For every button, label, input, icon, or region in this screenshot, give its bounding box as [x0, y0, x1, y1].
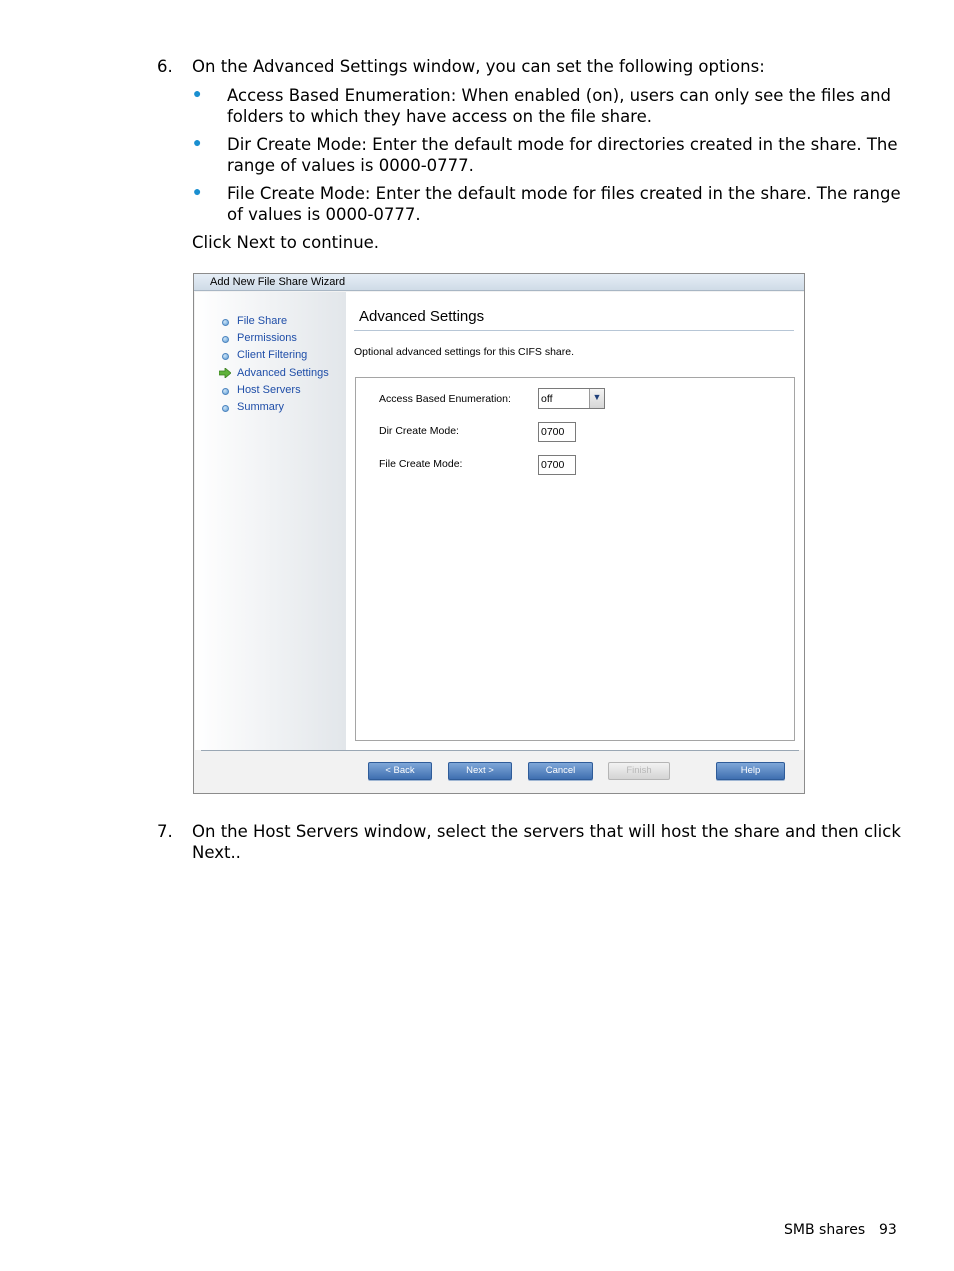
wizard-nav-panel [195, 292, 346, 750]
nav-item-summary[interactable]: Summary [237, 401, 285, 413]
section-heading: Advanced Settings [359, 308, 485, 325]
bullet-dot-icon [222, 319, 229, 326]
file-create-mode-label: File Create Mode: [379, 458, 463, 470]
bullet-icon: ● [193, 85, 202, 101]
divider [201, 750, 799, 751]
dir-create-mode-label: Dir Create Mode: [379, 425, 459, 437]
section-description: Optional advanced settings for this CIFS share. [354, 346, 575, 358]
abe-label: Access Based Enumeration: [379, 393, 511, 405]
bullet-dir-create-mode: Dir Create Mode: Enter the default mode for directories created in the share. The range of values is 0000-0777. [227, 135, 898, 175]
wizard-content [346, 292, 804, 750]
bullet-access-based-enumeration: Access Based Enumeration: When enabled (on), users can only see the files and folders to which they have access on the file share. [227, 86, 892, 126]
next-button[interactable]: Next > [448, 762, 512, 780]
step-6-intro: On the Advanced Settings window, you can set the following options: [192, 57, 765, 76]
abe-select[interactable] [538, 388, 605, 409]
wizard-dialog [193, 273, 805, 794]
nav-item-advanced-settings[interactable]: Advanced Settings [237, 367, 329, 379]
bullet-dot-icon [222, 336, 229, 343]
file-create-mode-input[interactable]: 0700 [538, 455, 576, 475]
bullet-dot-icon [222, 405, 229, 412]
nav-item-permissions[interactable]: Permissions [237, 332, 297, 344]
green-arrow-icon [219, 368, 231, 378]
step-6-closing: Click Next to continue. [192, 233, 380, 252]
bullet-dot-icon [222, 388, 229, 395]
step-7-text: On the Host Servers window, select the servers that will host the share and then click Next.. [192, 822, 901, 862]
step-6-number: 6. [157, 57, 173, 76]
nav-item-host-servers[interactable]: Host Servers [237, 384, 301, 396]
bullet-icon: ● [193, 183, 202, 199]
dir-create-mode-input[interactable]: 0700 [538, 422, 576, 442]
settings-panel [355, 377, 795, 741]
chevron-down-icon[interactable]: ▼ [589, 389, 604, 408]
help-button[interactable]: Help [716, 762, 785, 780]
cancel-button[interactable]: Cancel [528, 762, 593, 780]
bullet-file-create-mode: File Create Mode: Enter the default mode for files created in the share. The range of values is 0000-0777. [227, 184, 901, 224]
nav-item-client-filtering[interactable]: Client Filtering [237, 349, 308, 361]
bullet-dot-icon [222, 353, 229, 360]
page-number: 93 [879, 1222, 897, 1238]
bullet-icon: ● [193, 134, 202, 150]
nav-item-file-share[interactable]: File Share [237, 315, 288, 327]
divider [354, 330, 794, 331]
footer-section: SMB shares [784, 1222, 866, 1238]
back-button[interactable]: < Back [368, 762, 432, 780]
abe-select-value: off [541, 393, 553, 405]
finish-button: Finish [608, 762, 670, 780]
dialog-title: Add New File Share Wizard [194, 274, 804, 291]
step-7-number: 7. [157, 822, 173, 841]
